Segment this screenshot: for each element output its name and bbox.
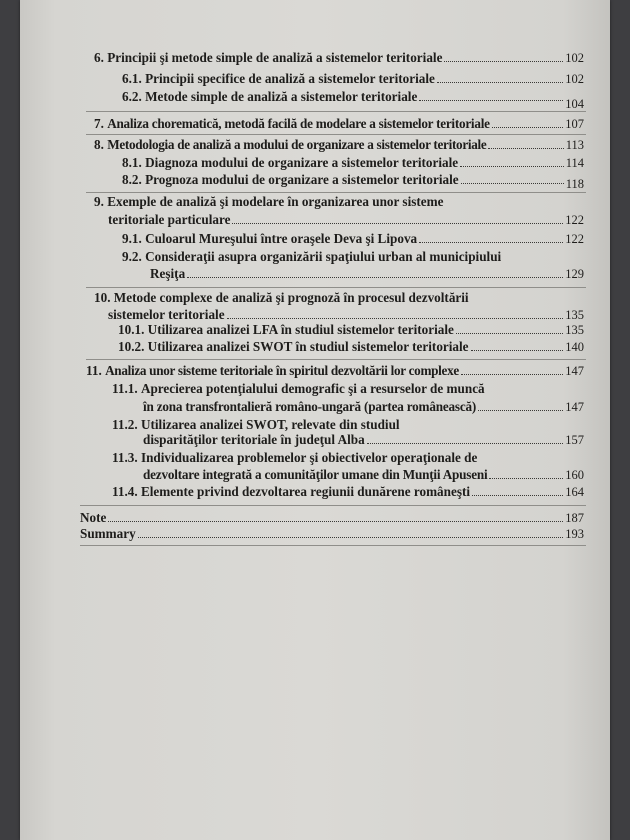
toc-title: Utilizarea analizei LFA în studiul sistemelor teritoriale — [147, 322, 454, 337]
toc-entry-9-1 — [122, 231, 584, 247]
leader-dots — [471, 341, 564, 351]
leader-dots — [437, 73, 563, 83]
toc-title: Consideraţii asupra organizării spaţiului urban al municipiului — [145, 249, 502, 264]
toc-entry-11-1-line1 — [112, 381, 485, 397]
toc-title: Utilizarea analizei SWOT în studiul sistemelor teritoriale — [147, 339, 469, 354]
leader-dots — [419, 233, 563, 243]
toc-title-cont: teritoriale particulare — [108, 212, 231, 227]
section-divider — [86, 359, 586, 360]
toc-page: 102 — [565, 51, 584, 65]
toc-title: Individualizarea problemelor şi obiectivelor operaţionale de — [140, 450, 478, 465]
toc-title-cont: Reşiţa — [150, 266, 186, 281]
toc-entry-6-2 — [122, 89, 584, 111]
toc-title: Culoarul Mureşului între oraşele Deva şi Lipova — [145, 231, 418, 246]
toc-num: 11.4. — [112, 484, 138, 499]
toc-page: 160 — [565, 468, 584, 482]
toc-page: 135 — [565, 323, 584, 337]
leader-dots — [460, 157, 564, 167]
toc-page: 118 — [565, 177, 584, 191]
leader-dots — [138, 528, 564, 538]
toc-entry-9-2 — [150, 266, 584, 282]
section-divider — [86, 134, 586, 135]
leader-dots — [461, 365, 563, 375]
toc-title: Principii şi metode simple de analiză a sistemelor teritoriale — [107, 50, 443, 65]
toc-page: 114 — [565, 156, 584, 170]
toc-title: Metodologia de analiză a modului de organizare a sistemelor teritoriale — [107, 137, 487, 152]
leader-dots — [461, 174, 564, 184]
toc-num: 8. — [94, 137, 104, 152]
toc-entry-11-4 — [112, 484, 584, 500]
toc-entry-11-3 — [143, 467, 584, 483]
toc-entry-9-2-line1 — [122, 249, 501, 265]
toc-page: 107 — [565, 117, 584, 131]
toc-page: 102 — [565, 72, 584, 86]
toc-num: 10. — [94, 290, 111, 305]
leader-dots — [489, 469, 563, 479]
toc-title: Exemple de analiză şi modelare în organizarea unor sisteme — [107, 194, 444, 209]
toc-num: 6.2. — [122, 89, 142, 104]
toc-num: 9.2. — [122, 249, 142, 264]
toc-title: Analiza unor sisteme teritoriale în spiritul dezvoltării lor complexe — [105, 363, 459, 378]
leader-dots — [472, 486, 563, 496]
toc-title: Note — [80, 510, 107, 525]
toc-num: 8.1. — [122, 155, 142, 170]
toc-entry-11-2 — [143, 432, 584, 448]
toc-title: Utilizarea analizei SWOT, relevate din studiul — [140, 417, 400, 432]
leader-dots — [492, 118, 564, 128]
toc-title-cont: dezvoltare integrată a comunităţilor umane din Munţii Apuseni — [143, 467, 488, 482]
toc-num: 11.3. — [112, 450, 138, 465]
section-divider — [80, 505, 586, 506]
toc-title-cont: disparităţilor teritoriale în judeţul Alba — [143, 432, 365, 447]
toc-page: 122 — [565, 213, 584, 227]
toc-page: 140 — [565, 340, 584, 354]
leader-dots — [478, 401, 563, 411]
toc-entry-summary — [80, 526, 584, 542]
toc-entry-8 — [94, 137, 584, 153]
toc-title: Elemente privind dezvoltarea regiunii dunărene româneşti — [140, 484, 471, 499]
toc-title: Analiza chorematică, metodă facilă de modelare a sistemelor teritoriale — [107, 116, 490, 131]
toc-entry-11-1 — [143, 399, 584, 415]
toc-num: 11.1. — [112, 381, 138, 396]
section-divider — [80, 545, 586, 546]
section-divider — [86, 111, 586, 112]
toc-entry-6 — [94, 50, 584, 66]
toc-title: Aprecierea potenţialului demografic şi a resurselor de muncă — [140, 381, 485, 396]
toc-page: 104 — [565, 97, 584, 111]
leader-dots — [456, 324, 563, 334]
toc-num: 9.1. — [122, 231, 142, 246]
toc-page: 113 — [565, 138, 584, 152]
leader-dots — [187, 268, 563, 278]
section-divider — [86, 192, 586, 193]
toc-entry-7 — [94, 116, 584, 132]
toc-title: Metode complexe de analiză şi prognoză în procesul dezvoltării — [113, 290, 469, 305]
toc-page: 135 — [565, 308, 584, 322]
toc-num: 6. — [94, 50, 104, 65]
leader-dots — [419, 91, 563, 101]
toc-entry-8-2 — [122, 172, 584, 191]
toc-num: 8.2. — [122, 172, 142, 187]
toc-page: 129 — [565, 267, 584, 281]
leader-dots — [108, 512, 563, 522]
toc-title-cont: în zona transfrontalieră româno-ungară (partea românească) — [143, 399, 477, 414]
toc-entry-11-2-line1 — [112, 417, 400, 433]
toc-entry-9-line1 — [94, 194, 443, 210]
leader-dots — [227, 309, 564, 319]
toc-page: 187 — [565, 511, 584, 525]
toc-title: Principii specifice de analiză a sistemelor teritoriale — [145, 71, 435, 86]
toc-num: 7. — [94, 116, 104, 131]
toc-num: 11. — [86, 363, 102, 378]
toc-title: Summary — [80, 526, 136, 541]
toc-title: Metode simple de analiză a sistemelor teritoriale — [145, 89, 418, 104]
toc-num: 10.2. — [118, 339, 145, 354]
toc-entry-11 — [86, 363, 584, 379]
toc-page: 164 — [565, 485, 584, 499]
leader-dots — [367, 434, 564, 444]
toc-page: 157 — [565, 433, 584, 447]
leader-dots — [444, 52, 563, 62]
toc-num: 10.1. — [118, 322, 145, 337]
toc-num: 6.1. — [122, 71, 142, 86]
toc-entry-6-1 — [122, 71, 584, 87]
toc-entry-10 — [108, 307, 584, 323]
toc-entry-11-3-line1 — [112, 450, 477, 466]
toc-title-cont: sistemelor teritoriale — [108, 307, 225, 322]
toc-title: Diagnoza modului de organizare a sistemelor teritoriale — [145, 155, 459, 170]
toc-num: 9. — [94, 194, 104, 209]
leader-dots — [488, 139, 563, 149]
toc-num: 11.2. — [112, 417, 138, 432]
toc-page: 122 — [565, 232, 584, 246]
toc-entry-10-2 — [118, 339, 584, 355]
toc-entry-10-line1 — [94, 290, 469, 306]
toc-entry-9 — [108, 212, 584, 228]
toc-page: 147 — [565, 364, 584, 378]
section-divider — [86, 287, 586, 288]
toc-page: 147 — [565, 400, 584, 414]
toc-entry-10-1 — [118, 322, 584, 338]
toc-entry-8-1 — [122, 155, 584, 171]
leader-dots — [232, 214, 563, 224]
toc-title: Prognoza modului de organizare a sistemelor teritoriale — [145, 172, 459, 187]
toc-page: 193 — [565, 527, 584, 541]
toc-entry-note — [80, 510, 584, 526]
